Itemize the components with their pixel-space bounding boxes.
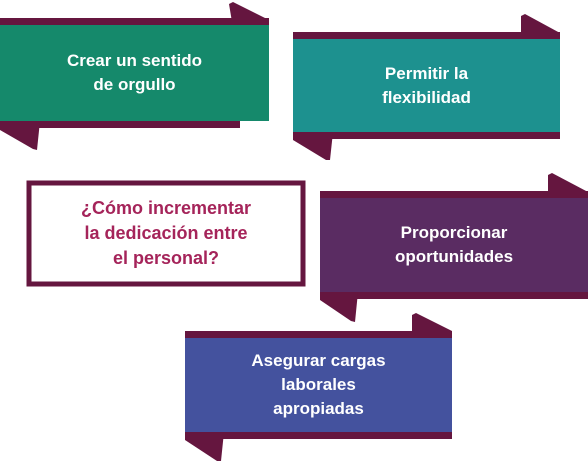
ribbon-fold-bottom [185,432,224,461]
card-text-line: Proporcionar [400,223,508,242]
ribbon-fold-bottom [293,132,333,160]
ribbon-fold-bottom [0,121,40,150]
ribbon-strip-top [320,191,588,198]
card-text-line: Asegurar cargas [251,351,386,370]
ribbon-strip-bottom [293,132,560,139]
ribbon-strip-top [293,32,560,39]
card-text-line: Crear un sentido [66,51,203,70]
ribbon-strip-bottom [320,292,588,299]
question-text-line: ¿Cómo incrementar [80,198,252,218]
card-text-line: Permitir la [384,63,469,83]
card-label-opportunities [320,198,588,292]
card-text-line: apropiadas [273,399,364,418]
center-question-label [29,183,303,284]
card-text-line: laborales [281,375,356,394]
card-label-workloads [185,338,452,432]
card-text-line: flexibilidad [382,87,471,107]
question-text-line: el personal? [112,248,220,268]
card-text-line: de orgullo [93,75,176,94]
ribbon-strip-bottom [185,432,452,439]
ribbon-fold-bottom [320,292,358,322]
ribbon-strip-top [0,18,269,25]
question-text-line: la dedicación entre [84,223,248,243]
ribbon-strip-top [185,331,452,338]
card-label-flexibility [293,39,560,132]
card-text-line: oportunidades [394,247,514,266]
card-label-sense-of-pride [0,25,269,121]
